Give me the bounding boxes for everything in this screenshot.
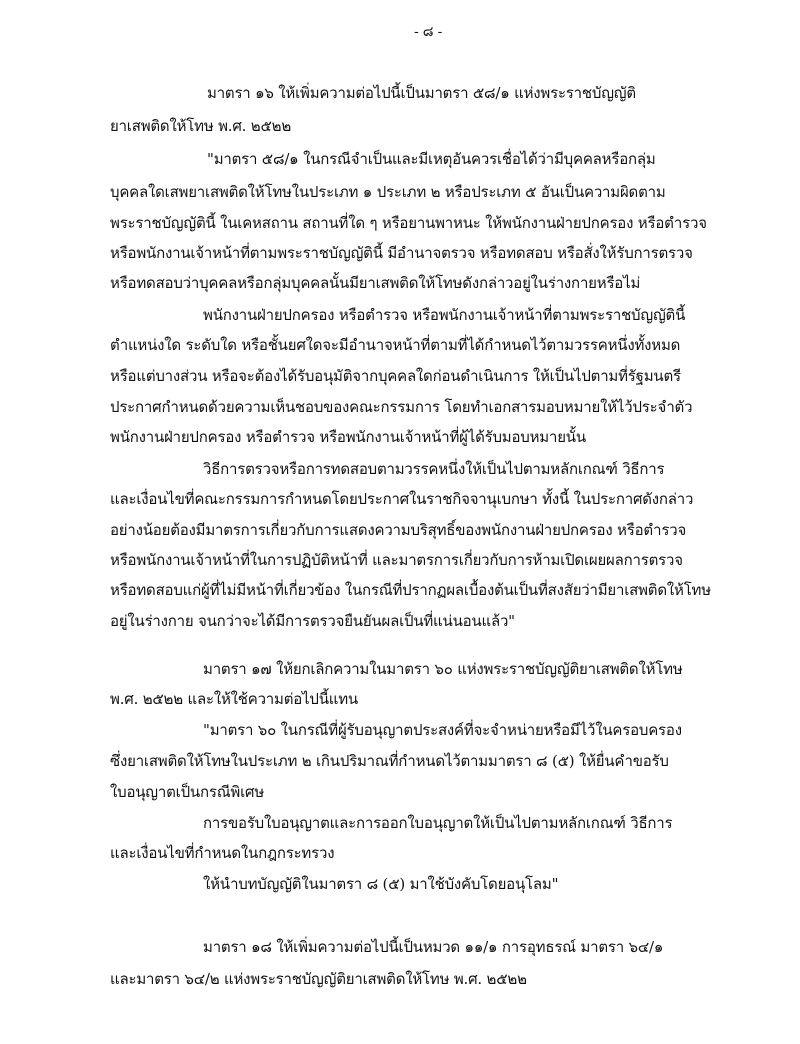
text-line: ให้นำบทบัญญัติในมาตรา ๘ (๕) มาใช้บังคับโดยอนุโลม" xyxy=(203,875,559,893)
text-line: มาตรา ๑๘ ให้เพิ่มความต่อไปนี้เป็นหมวด ๑๑/๑ การอุทธรณ์ มาตรา ๖๔/๑ xyxy=(203,938,664,956)
text-line: วิธีการตรวจหรือการทดสอบตามวรรคหนึ่งให้เป็นไปตามหลักเกณฑ์ วิธีการ xyxy=(203,460,665,478)
page-number: - ๘ - xyxy=(414,24,443,40)
text-line: "มาตรา ๖๐ ในกรณีที่ผู้รับอนุญาตประสงค์ที่จะจำหน่ายหรือมีไว้ในครอบครอง xyxy=(203,721,682,739)
text-line: หรือแต่บางส่วน หรือจะต้องได้รับอนุมัติจากบุคคลใดก่อนดำเนินการ ให้เป็นไปตามที่รัฐมนตรี xyxy=(110,367,681,385)
text-line: มาตรา ๑๖ ให้เพิ่มความต่อไปนี้เป็นมาตรา ๕๘/๑ แห่งพระราชบัญญัติ xyxy=(207,84,636,102)
text-line: "มาตรา ๕๘/๑ ในกรณีจำเป็นและมีเหตุอันควรเชื่อได้ว่ามีบุคคลหรือกลุ่ม xyxy=(207,150,656,168)
text-line: หรือพนักงานเจ้าหน้าที่ในการปฏิบัติหน้าที่ และมาตรการเกี่ยวกับการห้ามเปิดเผยผลการตรวจ xyxy=(110,551,683,569)
text-line: อยู่ในร่างกาย จนกว่าจะได้มีการตรวจยืนยันผลเป็นที่แน่นอนแล้ว" xyxy=(110,612,515,630)
text-line: พนักงานฝ่ายปกครอง หรือตำรวจ หรือพนักงานเจ้าหน้าที่ตามพระราชบัญญัตินี้ xyxy=(203,306,686,324)
text-line: ซึ่งยาเสพติดให้โทษในประเภท ๒ เกินปริมาณที่กำหนดไว้ตามมาตรา ๘ (๕) ให้ยื่นคำขอรับ xyxy=(110,752,669,770)
text-line: และมาตรา ๖๔/๒ แห่งพระราชบัญญัติยาเสพติดให้โทษ พ.ศ. ๒๕๒๒ xyxy=(110,970,527,988)
text-line: พนักงานฝ่ายปกครอง หรือตำรวจ หรือพนักงานเจ้าหน้าที่ผู้ได้รับมอบหมายนั้น xyxy=(110,428,586,446)
text-line: ตำแหน่งใด ระดับใด หรือชั้นยศใดจะมีอำนาจหน้าที่ตามที่ได้กำหนดไว้ตามวรรคหนึ่งทั้งหมด xyxy=(110,336,681,354)
text-line: ใบอนุญาตเป็นกรณีพิเศษ xyxy=(110,783,265,801)
text-line: ยาเสพติดให้โทษ พ.ศ. ๒๕๒๒ xyxy=(110,117,292,135)
text-line: พระราชบัญญัตินี้ ในเคหสถาน สถานที่ใด ๆ หรือยานพาหนะ ให้พนักงานฝ่ายปกครอง หรือตำรวจ xyxy=(110,214,707,232)
text-line: การขอรับใบอนุญาตและการออกใบอนุญาตให้เป็นไปตามหลักเกณฑ์ วิธีการ xyxy=(203,814,673,832)
text-line: และเงื่อนไขที่คณะกรรมการกำหนดโดยประกาศในราชกิจจานุเบกษา ทั้งนี้ ในประกาศดังกล่าว xyxy=(110,490,694,508)
text-line: หรือทดสอบแก่ผู้ที่ไม่มีหน้าที่เกี่ยวข้อง ในกรณีที่ปรากฏผลเบื้องต้นเป็นที่สงสัยว่ามียาเสพติดให้โทษ xyxy=(110,581,711,599)
text-line: ประกาศกำหนดด้วยความเห็นชอบของคณะกรรมการ โดยทำเอกสารมอบหมายให้ไว้ประจำตัว xyxy=(110,398,693,416)
text-line: หรือทดสอบว่าบุคคลหรือกลุ่มบุคคลนั้นมียาเสพติดให้โทษดังกล่าวอยู่ในร่างกายหรือไม่ xyxy=(110,274,641,292)
text-line: มาตรา ๑๗ ให้ยกเลิกความในมาตรา ๖๐ แห่งพระราชบัญญัติยาเสพติดให้โทษ xyxy=(203,660,683,678)
text-line: อย่างน้อยต้องมีมาตรการเกี่ยวกับการแสดงความบริสุทธิ์ของพนักงานฝ่ายปกครอง หรือตำรวจ xyxy=(110,521,687,539)
text-line: บุคคลใดเสพยาเสพติดให้โทษในประเภท ๑ ประเภท ๒ หรือประเภท ๕ อันเป็นความผิดตาม xyxy=(110,183,666,201)
text-line: หรือพนักงานเจ้าหน้าที่ตามพระราชบัญญัตินี้ มีอำนาจตรวจ หรือทดสอบ หรือสั่งให้รับการตรวจ xyxy=(110,244,693,262)
text-line: และเงื่อนไขที่กำหนดในกฎกระทรวง xyxy=(110,844,335,862)
text-line: พ.ศ. ๒๕๒๒ และให้ใช้ความต่อไปนี้แทน xyxy=(110,690,358,708)
